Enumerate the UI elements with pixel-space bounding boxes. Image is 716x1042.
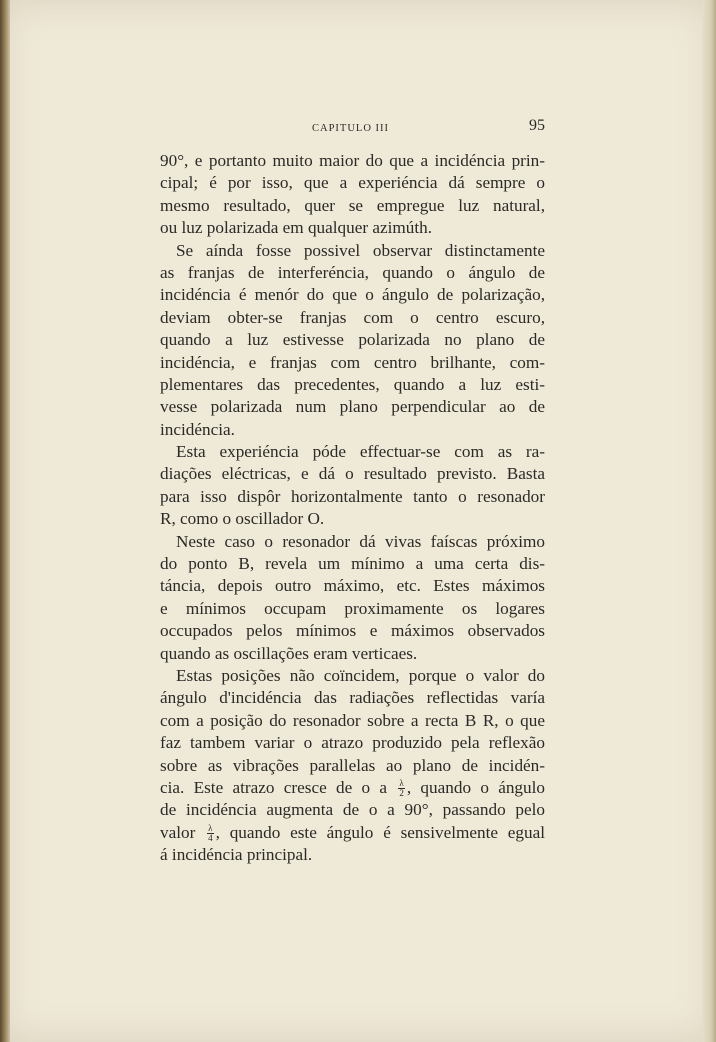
text-line [160,687,545,709]
text-line [160,419,545,441]
text-line-content: Se aínda fosse possivel observar distinctamente [176,240,545,260]
text-line-content: Esta experiéncia póde effectuar-se com as ra- [176,442,545,462]
text-line-content: Neste caso o resonador dá vivas faíscas próximo [176,531,545,551]
fraction-numerator: λ [208,823,213,834]
text-line [160,441,545,463]
text-line [160,531,545,553]
text-line [160,486,545,508]
text-line-content: do ponto B, revela um mínimo a uma certa dis- [160,554,545,574]
text-line [160,732,545,754]
text-line [160,240,545,262]
fraction [207,824,214,843]
text-line-content: incidéncia, e franjas com centro brilhante, com- [160,352,545,372]
fraction-denominator: 2 [399,788,404,799]
text-line [160,352,545,374]
body-text [160,150,545,867]
text-line [160,598,545,620]
text-line-content: ou luz polarizada em qualquer azimúth. [160,218,433,238]
text-line-content: e mínimos occupam proximamente os logares [160,598,545,618]
text-line-content: as franjas de interferéncia, quando o ángulo de [160,262,545,282]
text-line [160,777,545,799]
text-line-content: 90°, e portanto muito maior do que a incidéncia prin- [160,151,545,170]
text-line [160,195,545,217]
text-line-continuation: , quando o ángulo [406,777,545,797]
text-line [160,284,545,306]
page-header [160,117,545,139]
text-line-content: deviam obter-se franjas com o centro escuro, [160,307,545,327]
fraction-denominator: 4 [208,833,213,844]
book-binding-edge [0,0,10,1042]
text-line-content: vesse polarizada num plano perpendicular ao de [160,397,545,417]
text-line [160,508,545,530]
text-line-content: sobre as vibrações parallelas ao plano de incidén- [160,755,545,775]
text-line [160,150,545,172]
text-line-content: diações eléctricas, e dá o resultado previsto. Basta [160,464,545,484]
text-line [160,307,545,329]
running-title: CAPITULO III [312,123,390,134]
text-line [160,396,545,418]
text-line [160,844,545,866]
text-line [160,755,545,777]
text-line [160,643,545,665]
text-line [160,575,545,597]
text-line [160,329,545,351]
text-line-content: para isso dispôr horizontalmente tanto o resonador [160,486,545,506]
text-line [160,620,545,642]
fraction-numerator: λ [399,778,404,789]
text-line [160,710,545,732]
text-line-content: mesmo resultado, quer se empregue luz natural, [160,195,545,215]
text-line-content: quando a luz estivesse polarizada no plano de [160,330,545,350]
text-line [160,172,545,194]
fraction [398,779,405,798]
text-line-content: incidéncia é menór do que o ángulo de polarização, [160,285,545,305]
text-line-content: occupados pelos mínimos e máximos observados [160,621,545,641]
text-line [160,822,545,844]
text-line-content: á incidéncia principal. [160,845,313,865]
text-line-content: cia. Este atrazo cresce de o a [160,777,388,797]
text-line-content: quando as oscillações eram verticaes. [160,643,418,663]
text-line-content: ángulo d'incidéncia das radiações reflectidas varía [160,688,545,708]
text-line [160,463,545,485]
text-line-content: Estas posições não coïncidem, porque o valor do [176,665,545,685]
text-line-content: valor [160,822,196,842]
text-line [160,217,545,239]
text-line [160,553,545,575]
text-line-content: incidéncia. [160,419,235,439]
text-line-content: R, como o oscillador O. [160,509,325,529]
text-line-content: faz tambem variar o atrazo produzido pela reflexão [160,733,545,753]
text-line [160,799,545,821]
text-line-content: táncia, depois outro máximo, etc. Estes máximos [160,576,545,596]
text-line-content: com a posição do resonador sobre a recta B R, o que [160,710,545,730]
page-number: 95 [529,117,545,134]
text-line-content: plementares das precedentes, quando a luz esti- [160,374,545,394]
text-line-content: de incidéncia augmenta de o a 90°, passando pelo [160,800,545,820]
text-line-content: cipal; é por isso, que a experiéncia dá sempre o [160,173,545,193]
text-line [160,374,545,396]
text-line [160,665,545,687]
text-line-continuation: , quando este ángulo é sensivelmente egual [215,822,545,842]
page-edge [702,0,716,1042]
text-line [160,262,545,284]
